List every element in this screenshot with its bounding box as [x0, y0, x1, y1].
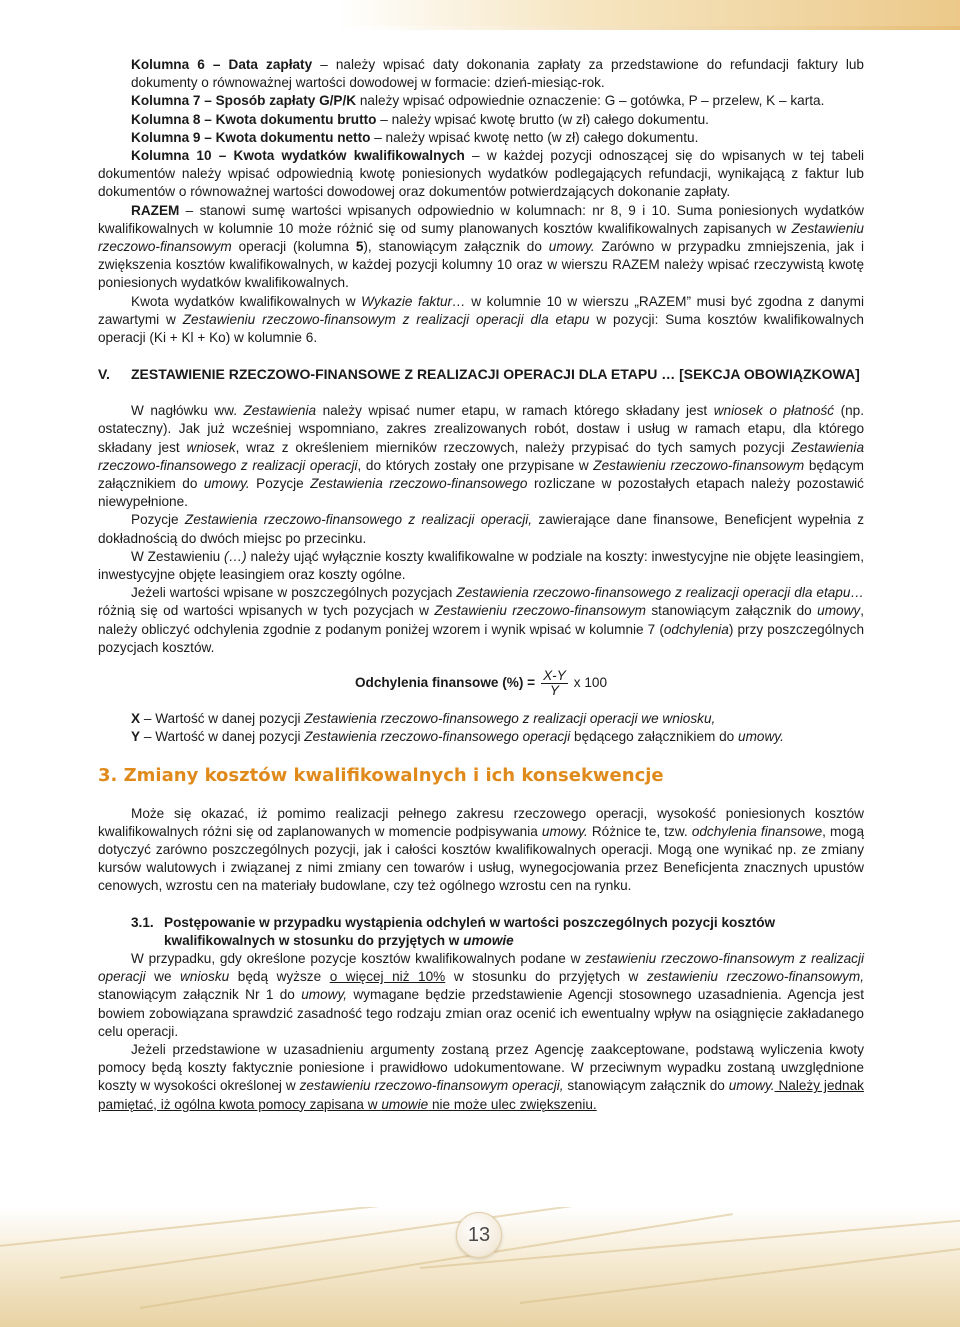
razem-paragraph: RAZEM – stanowi sumę wartości wpisanych odpowiednio w kolumnach: nr 8, 9 i 10. Suma poniesionych wydatków kwalifikowalnych w kolumnie 10 może różnić się od sumy planowanych kosztów kwalifikowalnych zapisanych w Zestawieniu rzeczowo-finansowym operacji (kolumna 5), stanowiącym załącznik do umowy. Zarówno w przypadku zmniejszenia, jak i zwiększenia kosztów kwalifikowalnych, w każdej pozycji kolumny 10 oraz w wierszu RAZEM należy wpisać rzeczywistą kwotę poniesionych wydatków kwalifikowalnych.	[98, 202, 864, 291]
section-3-paragraph: Może się okazać, iż pomimo realizacji pełnego zakresu rzeczowego operacji, wysokość poniesionych kosztów kwalifikowalnych różni się od zaplanowanych w momencie podpisywania umowy. Różnice te, tzw. odchylenia finansowe, mogą dotyczyć zarówno poszczególnych pozycji, jak i całości kosztów kwalifikowalnych operacji. Mogą one wynikać np. ze zmiany kursów walutowych i związanej z nimi zmiany cen towarów i usług, wynegocjowania przez Beneficjenta znacznych upustów cenowych, wzrostu cen na materiały budowlane, czy też ogólnego wzrostu cen na rynku.	[98, 805, 865, 894]
column-7-paragraph: Kolumna 7 – Sposób zapłaty G/P/K należy wpisać odpowiednie oznaczenie: G – gotówka, P – przelew, K – karta.	[131, 93, 825, 109]
section-3-1-heading: 3.1. Postępowanie w przypadku wystąpienia odchyleń w wartości poszczególnych pozycji kosztów kwalifikowalnych w stosunku do przyjętych w umowie	[131, 914, 776, 948]
section-v-heading: V. ZESTAWIENIE RZECZOWO-FINANSOWE Z REALIZACJI OPERACJI DLA ETAPU … [SEKCJA OBOWIĄZKOWA]	[98, 366, 860, 383]
section-3-heading: 3. Zmiany kosztów kwalifikowalnych i ich konsekwencje	[98, 764, 664, 786]
column-6-paragraph: Kolumna 6 – Data zapłaty – należy wpisać daty dokonania zapłaty za przedstawione do refundacji faktury lub dokumenty o równoważnej wartości dowodowej w formacie: dzień-miesiąc-rok.	[131, 57, 864, 91]
document-body	[98, 56, 864, 1114]
definition-y: Y – Wartość w danej pozycji Zestawienia rzeczowo-finansowego operacji będącego załącznikiem do umowy.	[131, 729, 784, 745]
section-3-1-paragraph-2: Jeżeli przedstawione w uzasadnieniu argumenty zostaną przez Agencję zaakceptowane, podstawą wyliczenia kwoty pomocy będą koszty faktycznie poniesione i prawidłowo udokumentowane. W przeciwnym wypadku zostaną uwzględnione koszty w wysokości określonej w zestawieniu rzeczowo-finansowym operacji, stanowiącym załącznik do umowy. Należy jednak pamiętać, iż ogólna kwota pomocy zapisana w umowie nie może ulec zwiększeniu.	[98, 1041, 864, 1112]
column-10-paragraph: Kolumna 10 – Kwota wydatków kwalifikowalnych – w każdej pozycji odnoszącej się do wpisanych w tej tabeli dokumentów należy wpisać odpowiednią kwotę poniesionych wydatków podlegających refundacji, wynikającą z faktur lub dokumentów o równoważnej wartości dowodowej oraz dokumentów potwierdzających dokonanie zapłaty.	[98, 148, 864, 200]
section-3-1-paragraph-1: W przypadku, gdy określone pozycje kosztów kwalifikowalnych podane w zestawieniu rzeczowo-finansowym z realizacji operacji we wniosku będą wyższe o więcej niż 10% w stosunku do przyjętych w zestawieniu rzeczowo-finansowym, stanowiącym załącznik Nr 1 do umowy, wymagane będzie przedstawienie Agencji stosownego uzasadnienia. Agencja jest bowiem zobowiązana sprawdzić zasadność tego rodzaju zmian oraz ocenić ich ewentualny wpływ na osiągnięcie zakładanego celu operacji.	[98, 950, 865, 1039]
deviation-formula: Odchylenia finansowe (%) = $\frac{X-Y}{Y}$ x 100	[354, 668, 608, 699]
section-v-paragraph-2: Pozycje Zestawienia rzeczowo-finansowego z realizacji operacji, zawierające dane finansowe, Beneficjent wypełnia z dokładnością do dwóch miejsc po przecinku.	[98, 512, 864, 546]
formula-fraction: $\frac{X-Y}{Y}$	[543, 668, 566, 699]
page-number: 13	[456, 1212, 502, 1258]
section-v-paragraph-3: W Zestawieniu (…) należy ująć wyłącznie koszty kwalifikowalne w podziale na koszty: inwestycyjne nie objęte leasingiem, inwestycyjne objęte leasingiem oraz koszty ogólne.	[98, 548, 865, 583]
column-9-paragraph: Kolumna 9 – Kwota dokumentu netto – należy wpisać kwotę netto (w zł) całego dokumentu.	[131, 129, 699, 145]
section-v-paragraph-1: W nagłówku ww. Zestawienia należy wpisać numer etapu, w ramach którego składany jest wniosek o płatność (np. ostateczny). Jak już wcześniej wspomniano, zakres zrealizowanych robót, dostaw i usług w ramach etapu, dla którego składany jest wniosek, wraz z określeniem mierników rzeczowych, należy przypisać do tych samych pozycji Zestawienia rzeczowo-finansowego z realizacji operacji, do których zostały one przypisane w Zestawieniu rzeczowo-finansowym będącym załącznikiem do umowy. Pozycje Zestawienia rzeczowo-finansowego rozliczane w pozostałych etapach należy pozostawić niewypełnione.	[98, 403, 865, 510]
kwota-paragraph: Kwota wydatków kwalifikowalnych w Wykazie faktur… w kolumnie 10 w wierszu „RAZEM” musi być zgodna z danymi zawartymi w Zestawieniu rzeczowo-finansowym z realizacji operacji dla etapu w pozycji: Suma kosztów kwalifikowalnych operacji (Ki + Kl + Ko) w kolumnie 6.	[98, 293, 865, 346]
section-v-paragraph-4: Jeżeli wartości wpisane w poszczególnych pozycjach Zestawienia rzeczowo-finansowego z realizacji operacji dla etapu… różnią się od wartości wpisanych w tych pozycjach w Zestawieniu rzeczowo-finansowym stanowiącym załącznik do umowy, należy obliczyć odchylenia zgodnie z podanym poniżej wzorem i wynik wpisać w kolumnie 7 (odchylenia) przy poszczególnych pozycjach kosztów.	[98, 585, 864, 655]
definition-x: X – Wartość w danej pozycji Zestawienia rzeczowo-finansowego z realizacji operacji we wniosku,	[131, 711, 716, 727]
column-8-paragraph: Kolumna 8 – Kwota dokumentu brutto – należy wpisać kwotę brutto (w zł) całego dokumentu.	[131, 111, 709, 127]
top-decorative-band	[0, 0, 960, 30]
